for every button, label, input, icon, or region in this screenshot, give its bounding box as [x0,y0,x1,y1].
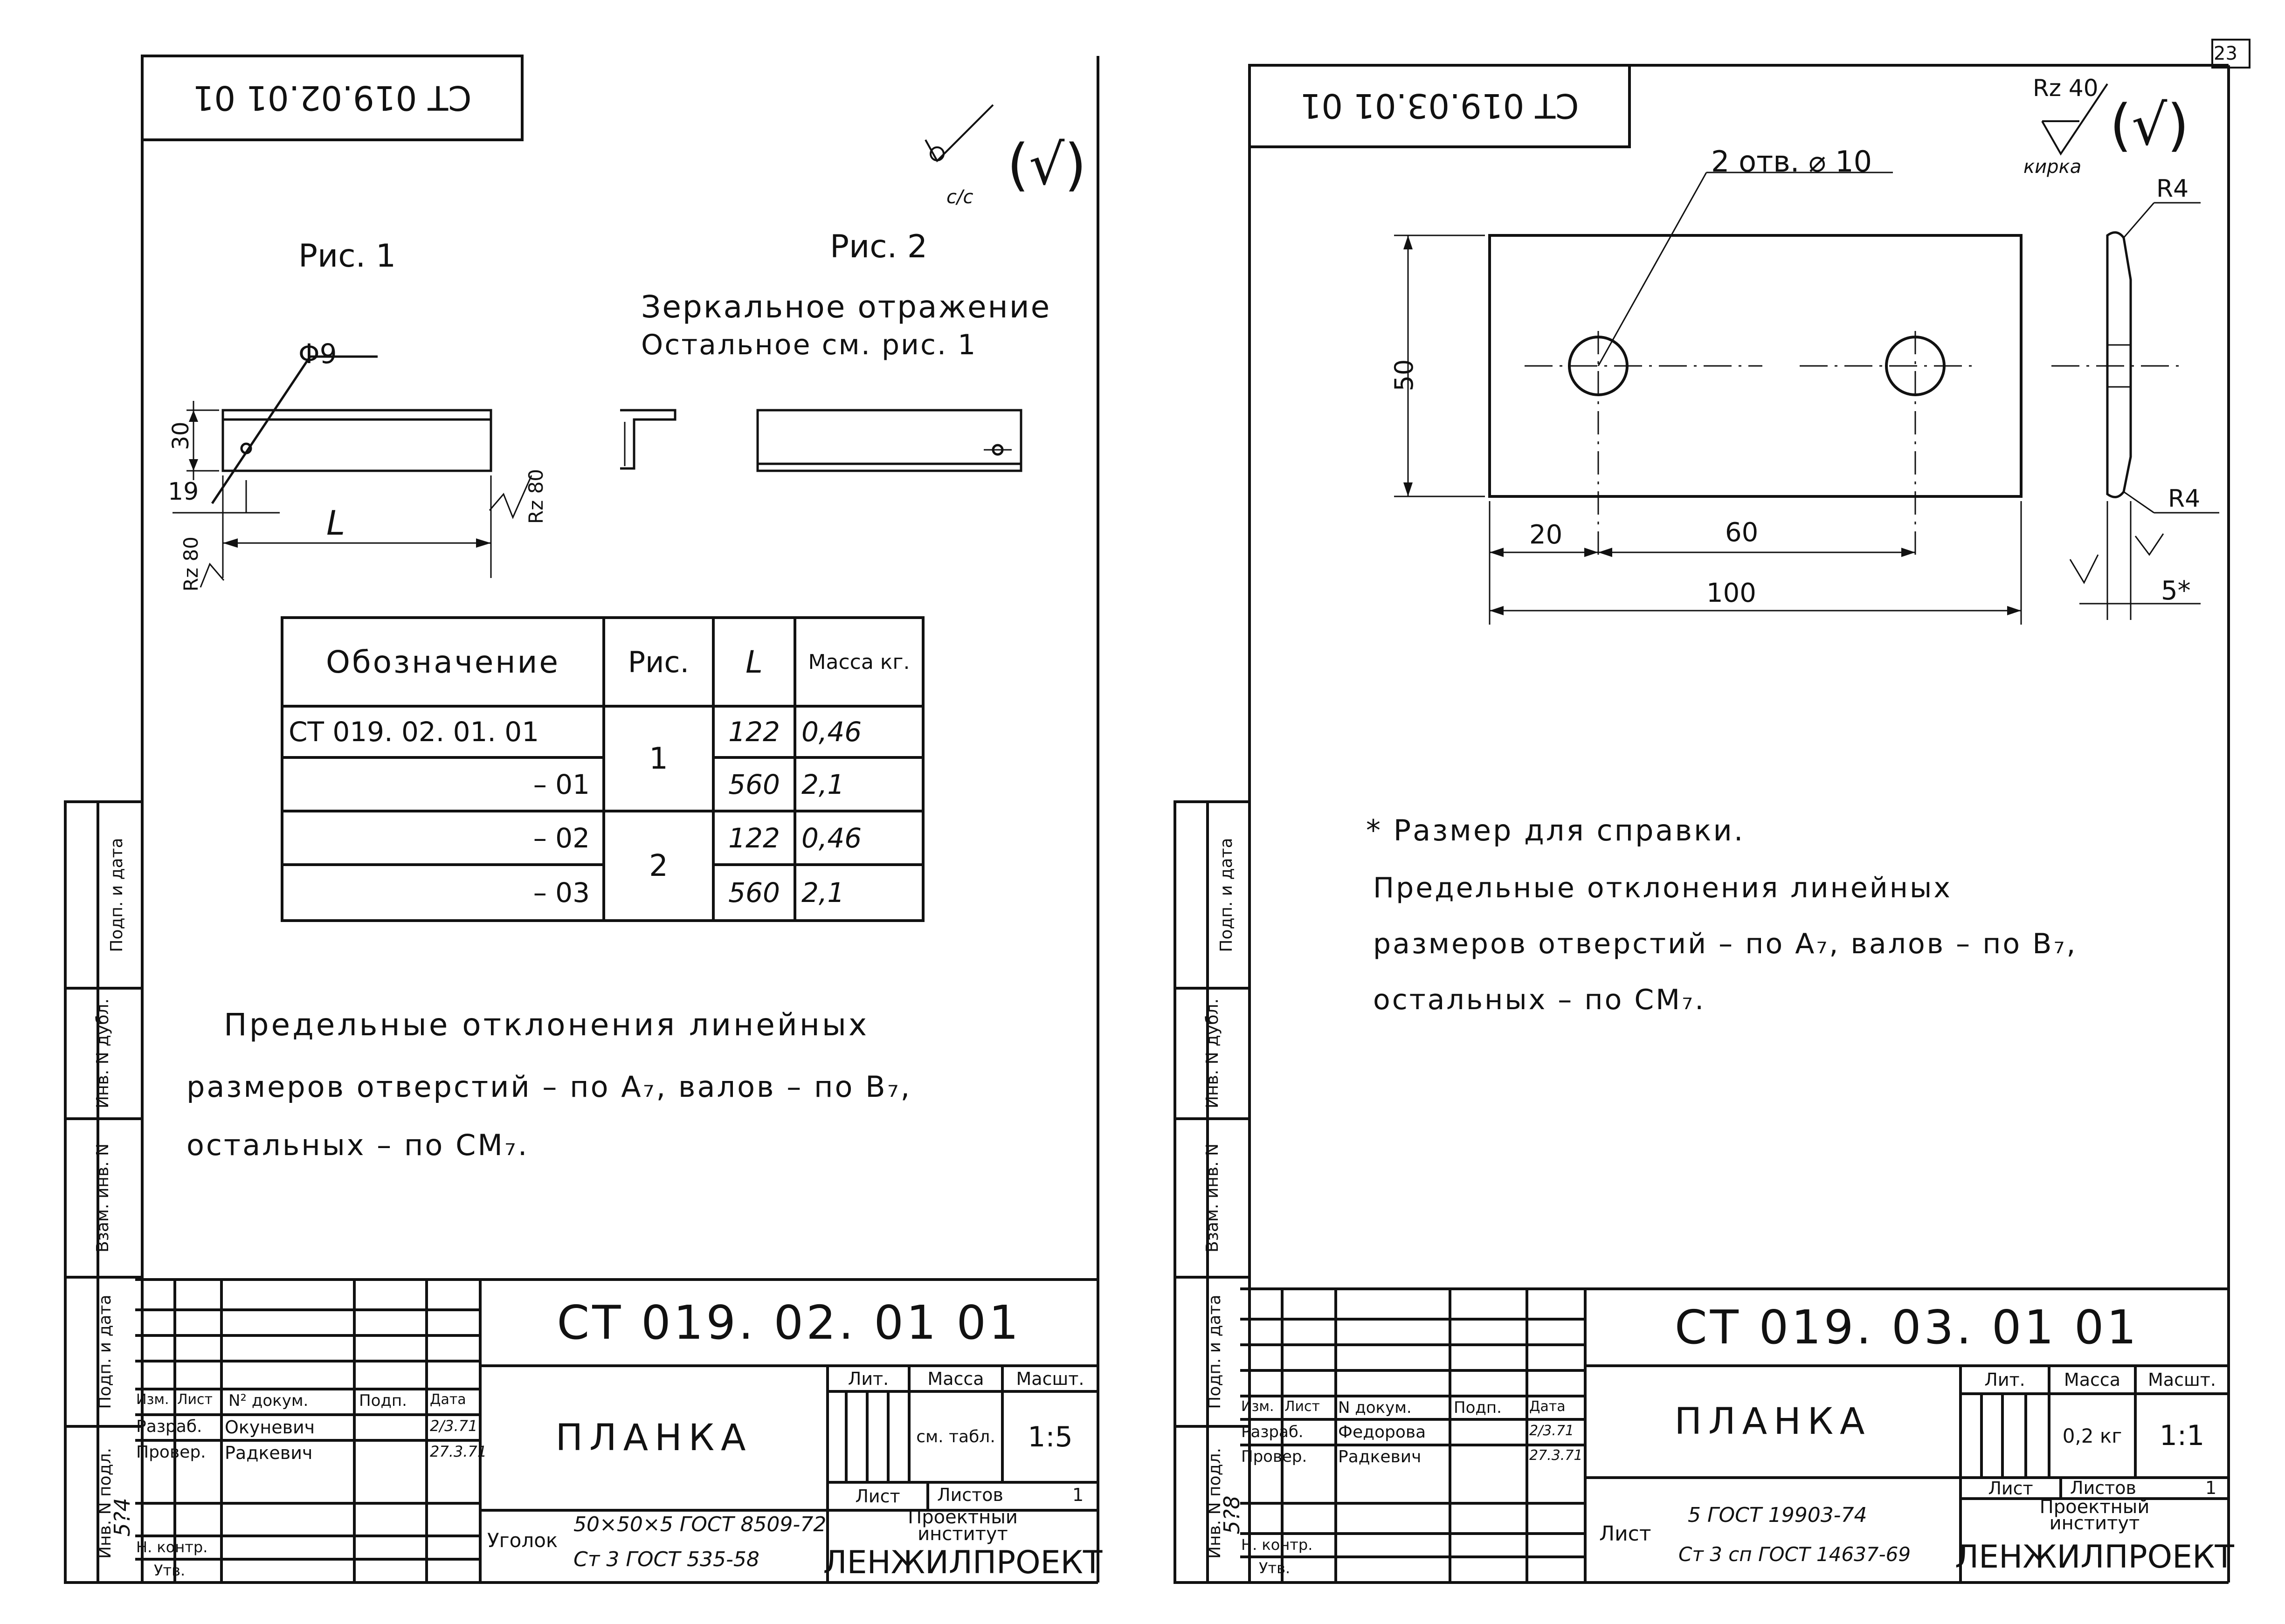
dim-30: 30 [168,421,194,450]
table-row-3-designation: – 02 [533,822,590,854]
left-inv-number: 5?4 [110,1498,135,1537]
left-org-3: ЛЕНЖИЛПРОЕКТ [823,1544,1103,1581]
table-header-L: L [746,644,763,680]
left-masshtab-header: Масшт. [1016,1368,1084,1389]
left-razrab-date: 2/3.71 [430,1417,478,1435]
left-razrab-name: Окуневич [225,1417,315,1438]
table-fig-2: 2 [649,848,668,883]
rz80-left: Rz 80 [179,536,202,592]
right-note-2: Предельные отклонения линейных [1373,872,1952,904]
dim-100: 100 [1706,578,1756,608]
right-hdr-list: Лист [1284,1398,1320,1415]
left-side-label-4: Подп. и дата [96,1294,115,1409]
right-row-razrab: Разраб. [1241,1423,1304,1441]
right-org-2: институт [2049,1512,2140,1534]
left-title-name: ПЛАНКА [555,1417,752,1459]
dim-diameter-9: Φ9 [298,338,337,370]
right-org-1: Проектный [2039,1496,2150,1518]
left-material-label: Уголок [487,1529,558,1552]
right-masshtab-header: Масшт. [2148,1369,2216,1390]
table-header-designation: Обозначение [326,644,560,680]
table-row-1-L: 122 [728,716,780,748]
left-material-1: 50×50×5 ГОСТ 8509-72 [573,1513,827,1536]
dim-19: 19 [168,478,199,506]
right-mass-value: 0,2 кг [2062,1424,2122,1447]
right-prover-name: Радкевич [1338,1447,1422,1466]
left-massa-header: Масса [927,1368,984,1389]
right-row-nkontr: Н. контр. [1241,1536,1313,1554]
left-hdr-podp: Подп. [359,1391,407,1410]
left-org-2: институт [918,1523,1008,1545]
stamp-code-left: СТ 019.02.01 01 [193,78,472,117]
table-row-4-designation: – 03 [533,877,590,908]
right-inv-number: 5?8 [1219,1495,1244,1535]
left-row-prover: Провер. [136,1443,206,1462]
left-hdr-list: Лист [177,1391,213,1408]
right-side-label-5: Инв. N подл. [1205,1448,1224,1559]
left-org-1: Проектный [908,1506,1018,1528]
left-listov-label: Листов [937,1485,1003,1505]
mirror-note-1: Зеркальное отражение [641,289,1051,325]
right-title-code: СТ 019. 03. 01 01 [1674,1300,2140,1355]
right-material-label: Лист [1599,1522,1651,1546]
left-listov-value: 1 [1072,1485,1084,1505]
left-material-2: Ст 3 ГОСТ 535-58 [573,1548,759,1571]
table-fig-1: 1 [649,741,668,776]
fig1-label: Рис. 1 [298,238,396,275]
right-row-prover: Провер. [1241,1447,1307,1466]
left-side-label-5: Инв. N подл. [96,1448,115,1559]
right-side-label-4: Подп. и дата [1205,1294,1224,1409]
fig2-label: Рис. 2 [830,228,928,265]
left-note-2: размеров отверстий – по A₇, валов – по B₇, [186,1070,912,1104]
right-org-3: ЛЕНЖИЛПРОЕКТ [1955,1538,2234,1576]
right-prover-date: 27.3.71 [1529,1447,1583,1464]
right-note-4: остальных – по СМ₇. [1373,984,1706,1016]
dim-20: 20 [1529,520,1563,550]
sheet-number: 23 [2214,43,2237,64]
dim-R4-top: R4 [2156,175,2189,203]
table-row-1-mass: 0,46 [801,716,862,748]
mirror-note-2: Остальное см. рис. 1 [641,329,977,361]
roughness-rz40: Rz 40 [2033,75,2099,102]
left-title-code: СТ 019. 02. 01 01 [557,1295,1022,1350]
dim-60: 60 [1725,517,1759,548]
roughness-note-left: с/с [946,186,973,208]
roughness-mark-right: (√) [2110,93,2189,158]
right-hdr-podp: Подп. [1454,1398,1502,1417]
right-list-label: Лист [1988,1478,2033,1499]
right-scale-value: 1:1 [2159,1419,2205,1452]
right-side-label-2: Инв. N дубл. [1203,998,1222,1108]
right-hdr-data: Дата [1529,1398,1566,1415]
table-header-fig: Рис. [628,645,690,679]
left-hdr-izm: Изм. [136,1391,169,1408]
left-mass-value: см. табл. [916,1427,995,1446]
right-row-utv: Утв. [1259,1559,1291,1577]
left-hdr-data: Дата [430,1391,466,1408]
stamp-code-right: СТ 019.03.01 01 [1300,86,1579,126]
right-massa-header: Масса [2064,1369,2121,1390]
dim-R4-bottom: R4 [2168,485,2201,513]
left-side-label-3: Взам. инв. N [93,1143,112,1252]
right-listov-label: Листов [2070,1478,2136,1498]
dim-5: 5* [2161,576,2191,606]
right-material-1: 5 ГОСТ 19903-74 [1688,1503,1867,1527]
table-header-mass: Масса кг. [808,650,910,674]
right-title-name: ПЛАНКА [1674,1401,1871,1443]
dim-L: L [326,503,345,543]
rz80-right: Rz 80 [525,468,547,524]
right-lit-header: Лит. [1984,1369,2025,1390]
right-side-label-3: Взам. инв. N [1203,1143,1222,1252]
left-note-1: Предельные отклонения линейных [224,1007,870,1043]
roughness-mark-left: (√) [1007,133,1087,198]
left-note-3: остальных – по СМ₇. [186,1128,529,1162]
table-row-2-designation: – 01 [533,768,590,800]
right-note-1: * Размер для справки. [1366,813,1745,847]
table-row-3-mass: 0,46 [801,822,862,854]
right-razrab-name: Федорова [1338,1423,1426,1442]
left-row-utv: Утв. [154,1562,186,1579]
table-row-2-mass: 2,1 [801,768,845,800]
right-razrab-date: 2/3.71 [1529,1423,1574,1439]
left-list-label: Лист [855,1486,900,1507]
dim-50: 50 [1389,359,1419,392]
left-prover-name: Радкевич [225,1443,313,1463]
left-row-razrab: Разраб. [136,1417,202,1436]
left-prover-date: 27.3.71 [430,1443,487,1460]
left-row-nkontr: Н. контр. [136,1538,208,1556]
right-hdr-doc: N докум. [1338,1398,1412,1417]
right-hdr-izm: Изм. [1241,1398,1274,1415]
right-side-label-1: Подп. и дата [1217,838,1236,952]
table-row-4-mass: 2,1 [801,877,845,908]
dim-holes: 2 отв. ⌀ 10 [1711,145,1872,179]
table-row-1-designation: СТ 019. 02. 01. 01 [289,716,539,748]
table-row-3-L: 122 [728,822,780,854]
roughness-note-right: кирка [2023,156,2082,178]
left-lit-header: Лит. [848,1368,889,1389]
left-side-label-1: Подп. и дата [107,838,126,952]
right-material-2: Ст 3 сп ГОСТ 14637-69 [1678,1543,1911,1566]
left-hdr-doc: N² докум. [228,1391,309,1410]
left-side-label-2: Инв. N дубл. [93,998,112,1108]
table-row-4-L: 560 [728,877,780,908]
left-scale-value: 1:5 [1028,1420,1073,1453]
right-note-3: размеров отверстий – по A₇, валов – по B₇, [1373,928,2078,960]
table-row-2-L: 560 [728,768,780,800]
right-listov-value: 1 [2205,1478,2217,1498]
